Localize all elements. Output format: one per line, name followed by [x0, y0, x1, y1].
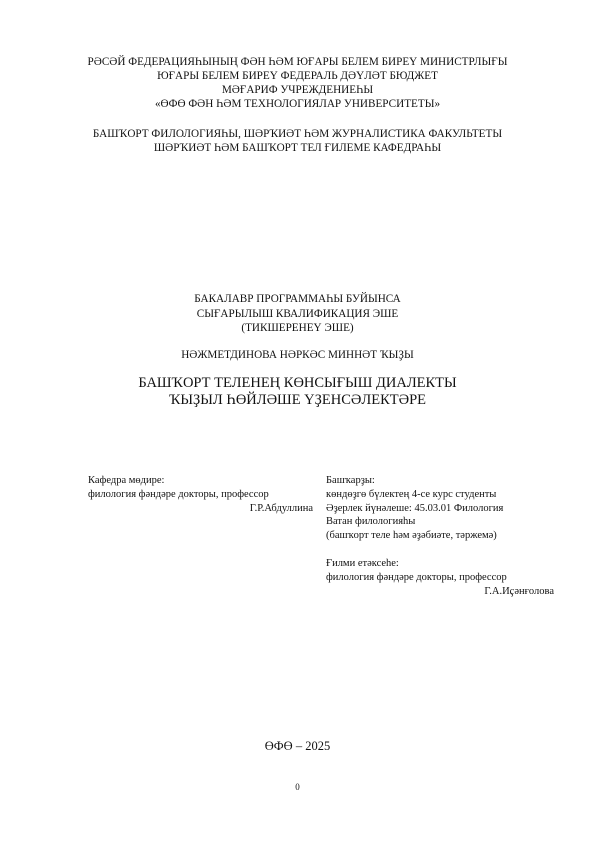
city-year: ӨФӨ – 2025: [264, 739, 331, 753]
thesis-title-line: ҠЫҘЫЛ ҺӨЙЛӘШЕ ҮҘЕНСӘЛЕКТӘРЕ: [168, 392, 426, 408]
student-info-line: Әҙерлек йүнәлеше: 45.03.01 Филология: [326, 502, 504, 514]
supervisor-position: филология фәндәре докторы, профессор: [326, 571, 507, 583]
student-label: Башҡарҙы:: [326, 475, 375, 486]
author-name: НӘЖМЕТДИНОВА НӘРКӘС МИННӘТ ҠЫҘЫ: [181, 349, 414, 361]
work-type-line: БАКАЛАВР ПРОГРАММАҺЫ БУЙЫНСА: [194, 293, 401, 305]
supervisor-label: Ғилми етәксеһе:: [326, 557, 399, 569]
ministry-line: МӘҒАРИФ УЧРЕЖДЕНИЕҺЫ: [221, 84, 374, 96]
student-info-line: (башҡорт теле һәм әҙәбиәте, тәржемә): [326, 530, 497, 542]
work-type-line: (ТИКШЕРЕНЕҮ ЭШЕ): [241, 322, 354, 334]
student-info-line: Ватан филологияһы: [326, 516, 416, 528]
page-number: 0: [295, 782, 300, 792]
ministry-line: ЮҒАРЫ БЕЛЕМ БИРЕҮ ФЕДЕРАЛЬ ДӘҮЛӘТ БЮДЖЕТ: [157, 70, 438, 82]
department-name: ШӘРҠИӘТ ҺӘМ БАШҠОРТ ТЕЛ ҒИЛЕМЕ КАФЕДРАҺЫ: [153, 142, 442, 154]
head-of-department-position: филология фәндәре докторы, профессор: [88, 488, 269, 500]
thesis-title-line: БАШҠОРТ ТЕЛЕНЕҢ КӨНСЫҒЫШ ДИАЛЕКТЫ: [138, 375, 457, 391]
head-of-department-block: [88, 474, 313, 515]
faculty-name: БАШҠОРТ ФИЛОЛОГИЯҺЫ, ШӘРҠИӘТ ҺӘМ ЖУРНАЛИСТИКА ФАКУЛЬТЕТЫ: [92, 128, 503, 140]
student-info-line: көндөҙгө бүлектең 4-се курс студенты: [326, 488, 497, 500]
thesis-title: [0, 375, 595, 409]
ministry-line: РӘСӘЙ ФЕДЕРАЦИЯҺЫНЫҢ ФӘН ҺӘМ ЮҒАРЫ БЕЛЕМ БИРЕҮ МИНИСТРЛЫҒЫ: [87, 56, 508, 68]
faculty-header: [0, 127, 595, 155]
work-type-line: СЫҒАРЫЛЫШ КВАЛИФИКАЦИЯ ЭШЕ: [196, 307, 399, 320]
head-of-department-name: Г.Р.Абдуллина: [249, 502, 313, 514]
supervisor-name: Г.А.Иҫәнғолова: [484, 585, 554, 597]
ministry-header: [0, 55, 595, 111]
spacer: [326, 543, 554, 557]
work-type: [0, 292, 595, 336]
head-of-department-label: Кафедра мөдире:: [88, 475, 165, 486]
student-block: [326, 474, 554, 598]
university-name: «ӨФӨ ФӘН ҺӘМ ТЕХНОЛОГИЯЛАР УНИВЕРСИТЕТЫ»: [154, 98, 441, 110]
